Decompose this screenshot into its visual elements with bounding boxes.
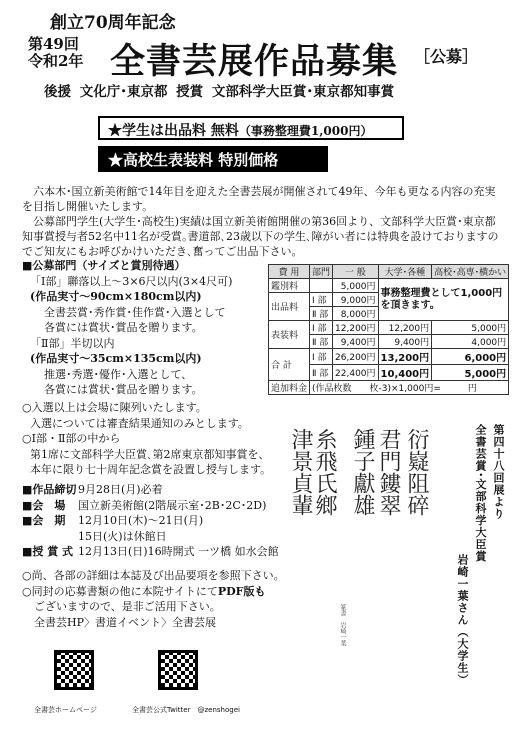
selection-notes	[22, 400, 282, 478]
page-title: 全書芸展作品募集	[110, 41, 399, 82]
edition-year: 令和2年	[28, 52, 84, 70]
schedule-section	[22, 482, 312, 560]
deadline-label: ■作品締切	[22, 483, 77, 496]
fees-div-label: Ⅱ 部	[310, 307, 333, 321]
fees-header: 一 般	[333, 265, 379, 279]
fees-cell: 6,000円	[432, 349, 509, 365]
fees-header: 大学･各種	[378, 265, 432, 279]
homepage-qr-label: 全書芸ホームページ	[34, 706, 97, 714]
division-section	[22, 258, 272, 398]
period-row	[22, 513, 312, 529]
period-label: ■会 期	[22, 514, 66, 527]
koubo-badge: ［公募］	[414, 47, 479, 66]
venue-value: 国立新美術館(2階展示室･2B･2C･2D)	[78, 498, 267, 512]
fees-div-label: Ⅰ 部	[310, 321, 333, 335]
ceremony-row	[22, 544, 312, 560]
award-names: 文部科学大臣賞･東京都知事賞	[211, 84, 395, 100]
ceremony-label: ■授 賞 式	[22, 545, 74, 558]
division-1-size: (作品実寸～90cm×180cm以内)	[30, 290, 202, 303]
fees-cell: 5,000円	[432, 365, 509, 381]
venue-label: ■会 場	[22, 498, 66, 512]
fees-cell: 5,000円	[432, 321, 509, 335]
closed-day: 15日(火)は休館日	[78, 529, 167, 543]
info-line: ございますので、是非ご活用下さい。	[34, 600, 221, 613]
deadline-row	[22, 482, 312, 498]
fees-header: 高校･高専･横かい	[432, 265, 509, 279]
student-free-note: （事務整理費1,000円）	[238, 124, 373, 138]
fees-div-label: Ⅱ 部	[310, 365, 333, 381]
note-line: 第1席に文部科学大臣賞､第2席東京都知事賞を、	[30, 447, 270, 461]
fees-cell: 12,200円	[333, 321, 379, 335]
edition-number: 第49回	[28, 35, 79, 53]
extra-fee-formula: (作品枚数 枚-3)×1,000円= 円	[310, 381, 509, 395]
fees-row-label: 追加料金	[269, 381, 310, 395]
fees-header: 部門	[310, 265, 333, 279]
note-line: ○入選以上は会場に陳列いたします。	[22, 401, 207, 414]
site-path[interactable]: 全書芸HP〉書道イベント〉全書芸展	[34, 615, 216, 629]
info-text: ○同封の応募書類の他に本院サイトにて	[22, 584, 218, 598]
deadline-value: 9月28日(月)必着	[78, 483, 163, 496]
support-orgs: 文化庁･東京都	[79, 84, 168, 100]
fees-cell: 10,400円	[378, 365, 432, 381]
fees-row-label: 表装料	[269, 321, 310, 349]
entry-fee-note: 事務整理費として1,000円を頂きます。	[378, 279, 509, 321]
homepage-qr-code[interactable]	[54, 650, 94, 690]
fees-cell: 9,400円	[378, 335, 432, 349]
credit-line: 全書芸賞･文部科学大臣賞	[474, 424, 487, 563]
fees-div-label: Ⅱ 部	[310, 335, 333, 349]
highschool-banner: ★高校生表装料 特別価格	[98, 146, 328, 172]
division-1-awards: 全書芸賞･秀作賞･佳作賞･入選として	[44, 305, 226, 319]
fees-header: 費 用	[269, 265, 310, 279]
pdf-link[interactable]: PDF版も	[217, 584, 266, 598]
calligraphy-column: 鍾子獻雄	[350, 428, 375, 516]
fees-cell: 9,000円	[333, 293, 379, 307]
sponsor-line	[44, 80, 398, 100]
artwork-credit	[440, 424, 510, 714]
fees-cell: 13,200円	[378, 349, 432, 365]
fees-row-label: 鑑別料	[269, 279, 310, 293]
note-line: 入選については審査結果通知のみとします。	[30, 416, 249, 430]
fees-cell: 9,400円	[333, 335, 379, 349]
student-free-banner	[98, 116, 404, 140]
student-free-text: ★学生は出品料 無料	[108, 123, 239, 139]
calligraphy-signature: 篆書 岩崎一葉	[339, 604, 346, 646]
intro-text	[22, 184, 502, 259]
division-2-awards: 推選･秀選･優作･入選として、	[44, 367, 193, 381]
division-2-title: 「Ⅱ部」半切以内	[30, 336, 115, 350]
note-line: ○Ⅰ部・Ⅱ部の中から	[22, 432, 121, 445]
support-label: 後援	[44, 84, 71, 100]
venue-row	[22, 498, 312, 514]
fees-cell: 26,200円	[333, 349, 379, 365]
note-line: 本年に限り七十周年記念賞を設置し授与します。	[30, 463, 272, 476]
info-line: ○尚、各部の詳細は本誌及び出品要項を参照下さい。	[22, 569, 285, 582]
info-section	[22, 568, 322, 630]
division-1-awards: 各賞には賞状･賞品を贈ります。	[44, 321, 203, 334]
anniversary-title: 創立70周年記念	[50, 13, 176, 33]
calligraphy-column: 衍嶷阻碎	[404, 428, 429, 516]
fees-div-label: Ⅰ 部	[310, 293, 333, 307]
edition-label	[28, 36, 83, 70]
period-value: 12月10日(木)～21日(月)	[78, 514, 204, 527]
intro-paragraph: 公募部門学生(大学生･高校生)実績は国立新美術館開催の第36回より、文部科学大臣賞･東京都知事賞授与者52名中11名が受賞｡書道部､23歳以下の学生､障がい者には特典を設けておりますのでご知友にもお呼びかけいただき､奮ってご出品下さい。	[22, 215, 499, 258]
fees-div-label: Ⅰ 部	[310, 349, 333, 365]
fees-cell: 12,200円	[378, 321, 432, 335]
fees-row-label: 合 計	[269, 349, 310, 381]
calligraphy-column: 糸飛氏鄉	[312, 428, 337, 516]
division-2-awards: 各賞には賞状･賞品を贈ります。	[44, 383, 203, 396]
calligraphy-column: 津景貞輩	[288, 428, 313, 516]
fees-row-label: 出品料	[269, 293, 310, 321]
credit-line: 第四十八回展より	[492, 424, 505, 520]
ceremony-value: 12月13日(日)16時開式 一ツ橋 如水会館	[78, 545, 279, 558]
intro-paragraph: 六本木･国立新美術館で14年目を迎えた全書芸展が開催されて49年、今年も更なる内容の充実を目指し開催いたします。	[22, 185, 496, 213]
division-2-size: (作品実寸～35cm×135cm以内)	[30, 352, 202, 365]
fees-cell: 5,000円	[333, 279, 379, 293]
fees-cell: 8,000円	[333, 307, 379, 321]
credit-line: 岩崎一葉さん（大学生）	[456, 554, 469, 686]
info-line	[22, 584, 322, 600]
fees-table	[268, 264, 509, 395]
twitter-qr-label: 全書芸公式Twitter @zenshogei	[132, 706, 240, 714]
division-1-title: 「Ⅰ部」聯落以上～3×6尺以内(3×4尺可)	[30, 274, 233, 288]
twitter-qr-code[interactable]	[158, 650, 198, 690]
award-label: 授賞	[176, 84, 204, 100]
fees-cell: 22,400円	[333, 365, 379, 381]
fees-cell: 4,000円	[432, 335, 509, 349]
calligraphy-column: 君門鏤翠	[376, 428, 401, 516]
calligraphy-artwork	[290, 424, 440, 720]
division-heading: ■公募部門（サイズと賞別待遇）	[22, 259, 186, 272]
